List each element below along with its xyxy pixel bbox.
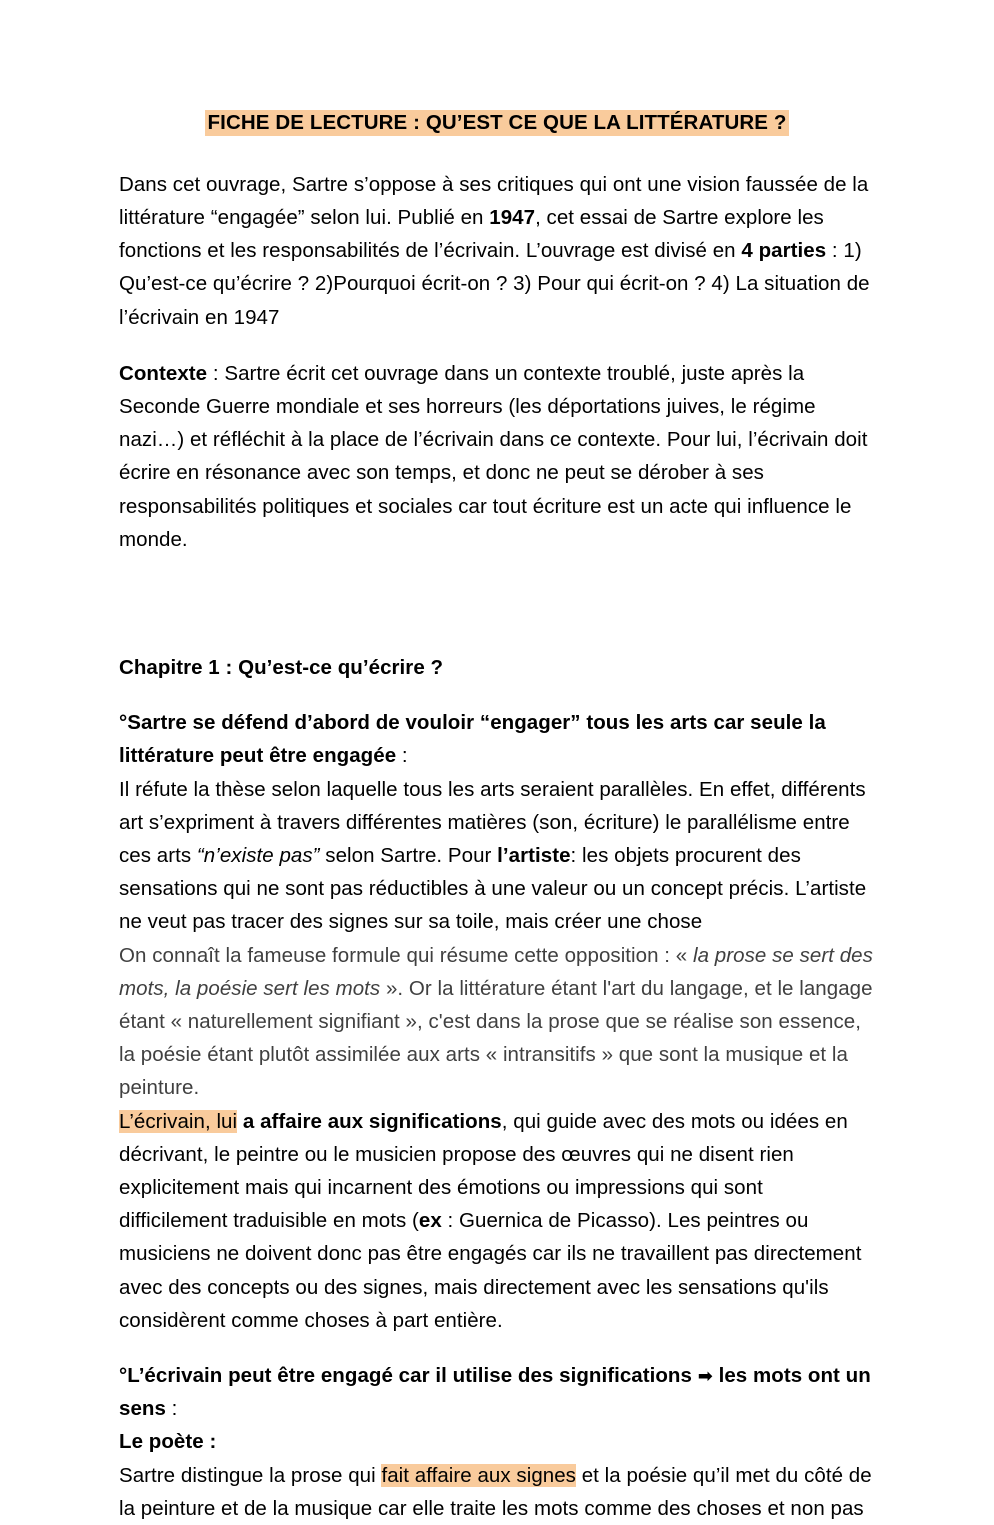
quote-text-b: ». Or la littérature étant l'art du langage, et le langage étant « naturellement signifiant », c'est dans la prose que se réalise son essence, la poésie étant plutôt assimilée aux arts « intransitifs » que sont la musique et la peinture. (119, 976, 873, 1100)
s2-p1-text-a: Sartre distingue la prose qui (119, 1463, 382, 1487)
s1-p1-text-a: Il réfute la thèse selon laquelle tous les arts seraient parallèles. En effet, différents art s’expriment à travers différentes matières (son, écriture) le parallélisme entre ces arts (119, 777, 866, 867)
contexte-label: Contexte (119, 361, 208, 385)
bullet-marker: ° (119, 1364, 128, 1388)
significations-bold: a affaire aux significations (242, 1109, 502, 1133)
contexte-body: : Sartre écrit cet ouvrage dans un contexte troublé, juste après la Seconde Guerre mondiale et ses horreurs (les déportations juives, le régime nazi…) et réfléchit à la place de l’écrivain dans ce contexte. Pour lui, l’écrivain doit écrire en résonance avec son temps, et donc ne peut se dérober à ses responsabilités politiques et sociales car tout écriture est un acte qui influence le monde. (119, 361, 868, 551)
section-2-heading-text-a: L’écrivain peut être engagé car il utilise des significations (127, 1364, 698, 1388)
artiste-term: l’artiste (497, 843, 571, 867)
ecrivain-highlight: L’écrivain, lui (119, 1109, 238, 1133)
section-1-heading-text: Sartre se défend d’abord de vouloir “engager” tous les arts car seule la littérature peut être engagée (119, 711, 826, 768)
section-2-gap (119, 1337, 875, 1359)
quote-text-a: On connaît la fameuse formule qui résume cette opposition : « (119, 943, 693, 967)
parts-count: 4 parties (741, 239, 827, 263)
section-1-heading-colon: : (396, 744, 408, 768)
s1-p1-italic: “n’existe pas” (196, 843, 320, 867)
poete-sublabel: Le poète : (119, 1430, 217, 1454)
heading-gap (119, 684, 875, 706)
section-gap (119, 579, 875, 651)
section-2-heading-text-b: les mots ont un sens (119, 1364, 871, 1421)
s1-p1-text-c: : les objets procurent des sensations qui ne sont pas réductibles à une valeur ou un concept précis. L’artiste ne veut pas tracer des signes sur sa toile, mais créer une chose (119, 843, 867, 934)
s1-p2-text-b: : Guernica de Picasso). Les peintres ou musiciens ne doivent donc pas être engagés car ils ne travaillent pas directement avec des concepts ou des signes, mais directement avec les sensations qu'ils considèrent comme choses à part entière. (119, 1209, 862, 1332)
section-1-quote-paragraph (119, 939, 875, 1105)
page-title-highlight: FICHE DE LECTURE : QU’EST CE QUE LA LITTÉRATURE ? (205, 110, 790, 136)
section-1-heading (119, 706, 875, 772)
section-2-paragraph-1 (119, 1459, 875, 1525)
section-1-paragraph-1 (119, 773, 875, 939)
section-2-heading (119, 1359, 875, 1425)
section-2-heading-colon: : (165, 1397, 178, 1421)
intro-text-1: Dans cet ouvrage, Sartre s’oppose à ses critiques qui ont une vision faussée de la littérature “engagée” selon lui. Publié en (119, 172, 869, 229)
publication-year: 1947 (489, 205, 536, 229)
chapter-1-heading: Chapitre 1 : Qu’est-ce qu’écrire ? (119, 655, 444, 679)
quote-italic: la prose se sert des mots, la poésie sert les mots (119, 943, 873, 1000)
intro-paragraph (119, 168, 875, 334)
s1-p2-text-a: , qui guide avec des mots ou idées en décrivant, le peintre ou le musicien propose des œuvres qui ne disent rien explicitement mais qui incarnent des émotions ou impressions qui sont difficilement traduisible en mots ( (119, 1109, 848, 1233)
intro-text-2: , cet essai de Sartre explore les fonctions et les responsabilités de l’écrivain. L’ouvrage est divisé en (119, 205, 824, 263)
page-title (119, 108, 875, 138)
s2-p1-text-b: et la poésie qu’il met du côté de la peinture et de la musique car elle traite les mots comme des choses et non pas (119, 1463, 872, 1520)
contexte-paragraph (119, 357, 875, 556)
intro-text-3: : 1) Qu’est-ce qu’écrire ? 2)Pourquoi écrit-on ? 3) Pour qui écrit-on ? 4) La situation de l’écrivain en 1947 (119, 239, 870, 329)
signes-highlight: fait affaire aux signes (381, 1463, 576, 1487)
ex-label: ex (418, 1209, 442, 1233)
bullet-marker: ° (119, 711, 128, 735)
right-arrow-icon: ➡ (697, 1366, 713, 1388)
s1-p1-text-b: selon Sartre. Pour (319, 843, 498, 867)
section-1-paragraph-2 (119, 1105, 875, 1337)
